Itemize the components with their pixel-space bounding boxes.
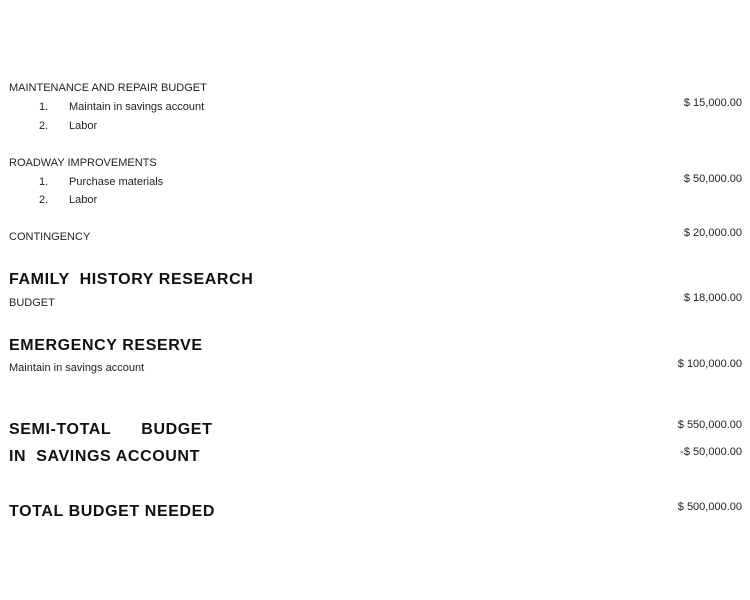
maintenance-heading: MAINTENANCE AND REPAIR BUDGET [9, 82, 207, 94]
maintenance-item-1-number: 1. [39, 101, 49, 113]
semi-total-label-a: SEMI-TOTAL [9, 421, 112, 438]
semi-total-label-b: BUDGET [141, 421, 213, 438]
roadway-heading: ROADWAY IMPROVEMENTS [9, 157, 157, 169]
total-label: TOTAL BUDGET NEEDED [9, 503, 216, 520]
maintenance-item-2-label: Labor [69, 120, 98, 132]
family-history-amount: $ 18,000.00 [683, 292, 742, 304]
roadway-item-1-number: 1. [39, 176, 49, 188]
family-history-sub: BUDGET [9, 297, 55, 309]
savings-amount: -$ 50,000.00 [680, 446, 742, 458]
contingency-amount: $ 20,000.00 [683, 227, 742, 239]
contingency-heading: CONTINGENCY [9, 231, 91, 243]
total-amount: $ 500,000.00 [677, 501, 742, 513]
roadway-amount: $ 50,000.00 [683, 173, 742, 185]
emergency-amount: $ 100,000.00 [677, 358, 742, 370]
maintenance-item-1-label: Maintain in savings account [69, 101, 205, 113]
semi-total-label [9, 421, 212, 439]
roadway-item-2-number: 2. [39, 194, 49, 206]
emergency-heading: EMERGENCY RESERVE [9, 337, 203, 354]
semi-total-amount: $ 550,000.00 [677, 419, 742, 431]
maintenance-amount: $ 15,000.00 [683, 97, 742, 109]
roadway-item-1-label: Purchase materials [69, 176, 164, 188]
emergency-sub: Maintain in savings account [9, 362, 145, 374]
family-history-heading: FAMILY HISTORY RESEARCH [9, 271, 254, 288]
maintenance-item-2-number: 2. [39, 120, 49, 132]
roadway-item-2-label: Labor [69, 194, 98, 206]
savings-label: IN SAVINGS ACCOUNT [9, 448, 200, 465]
